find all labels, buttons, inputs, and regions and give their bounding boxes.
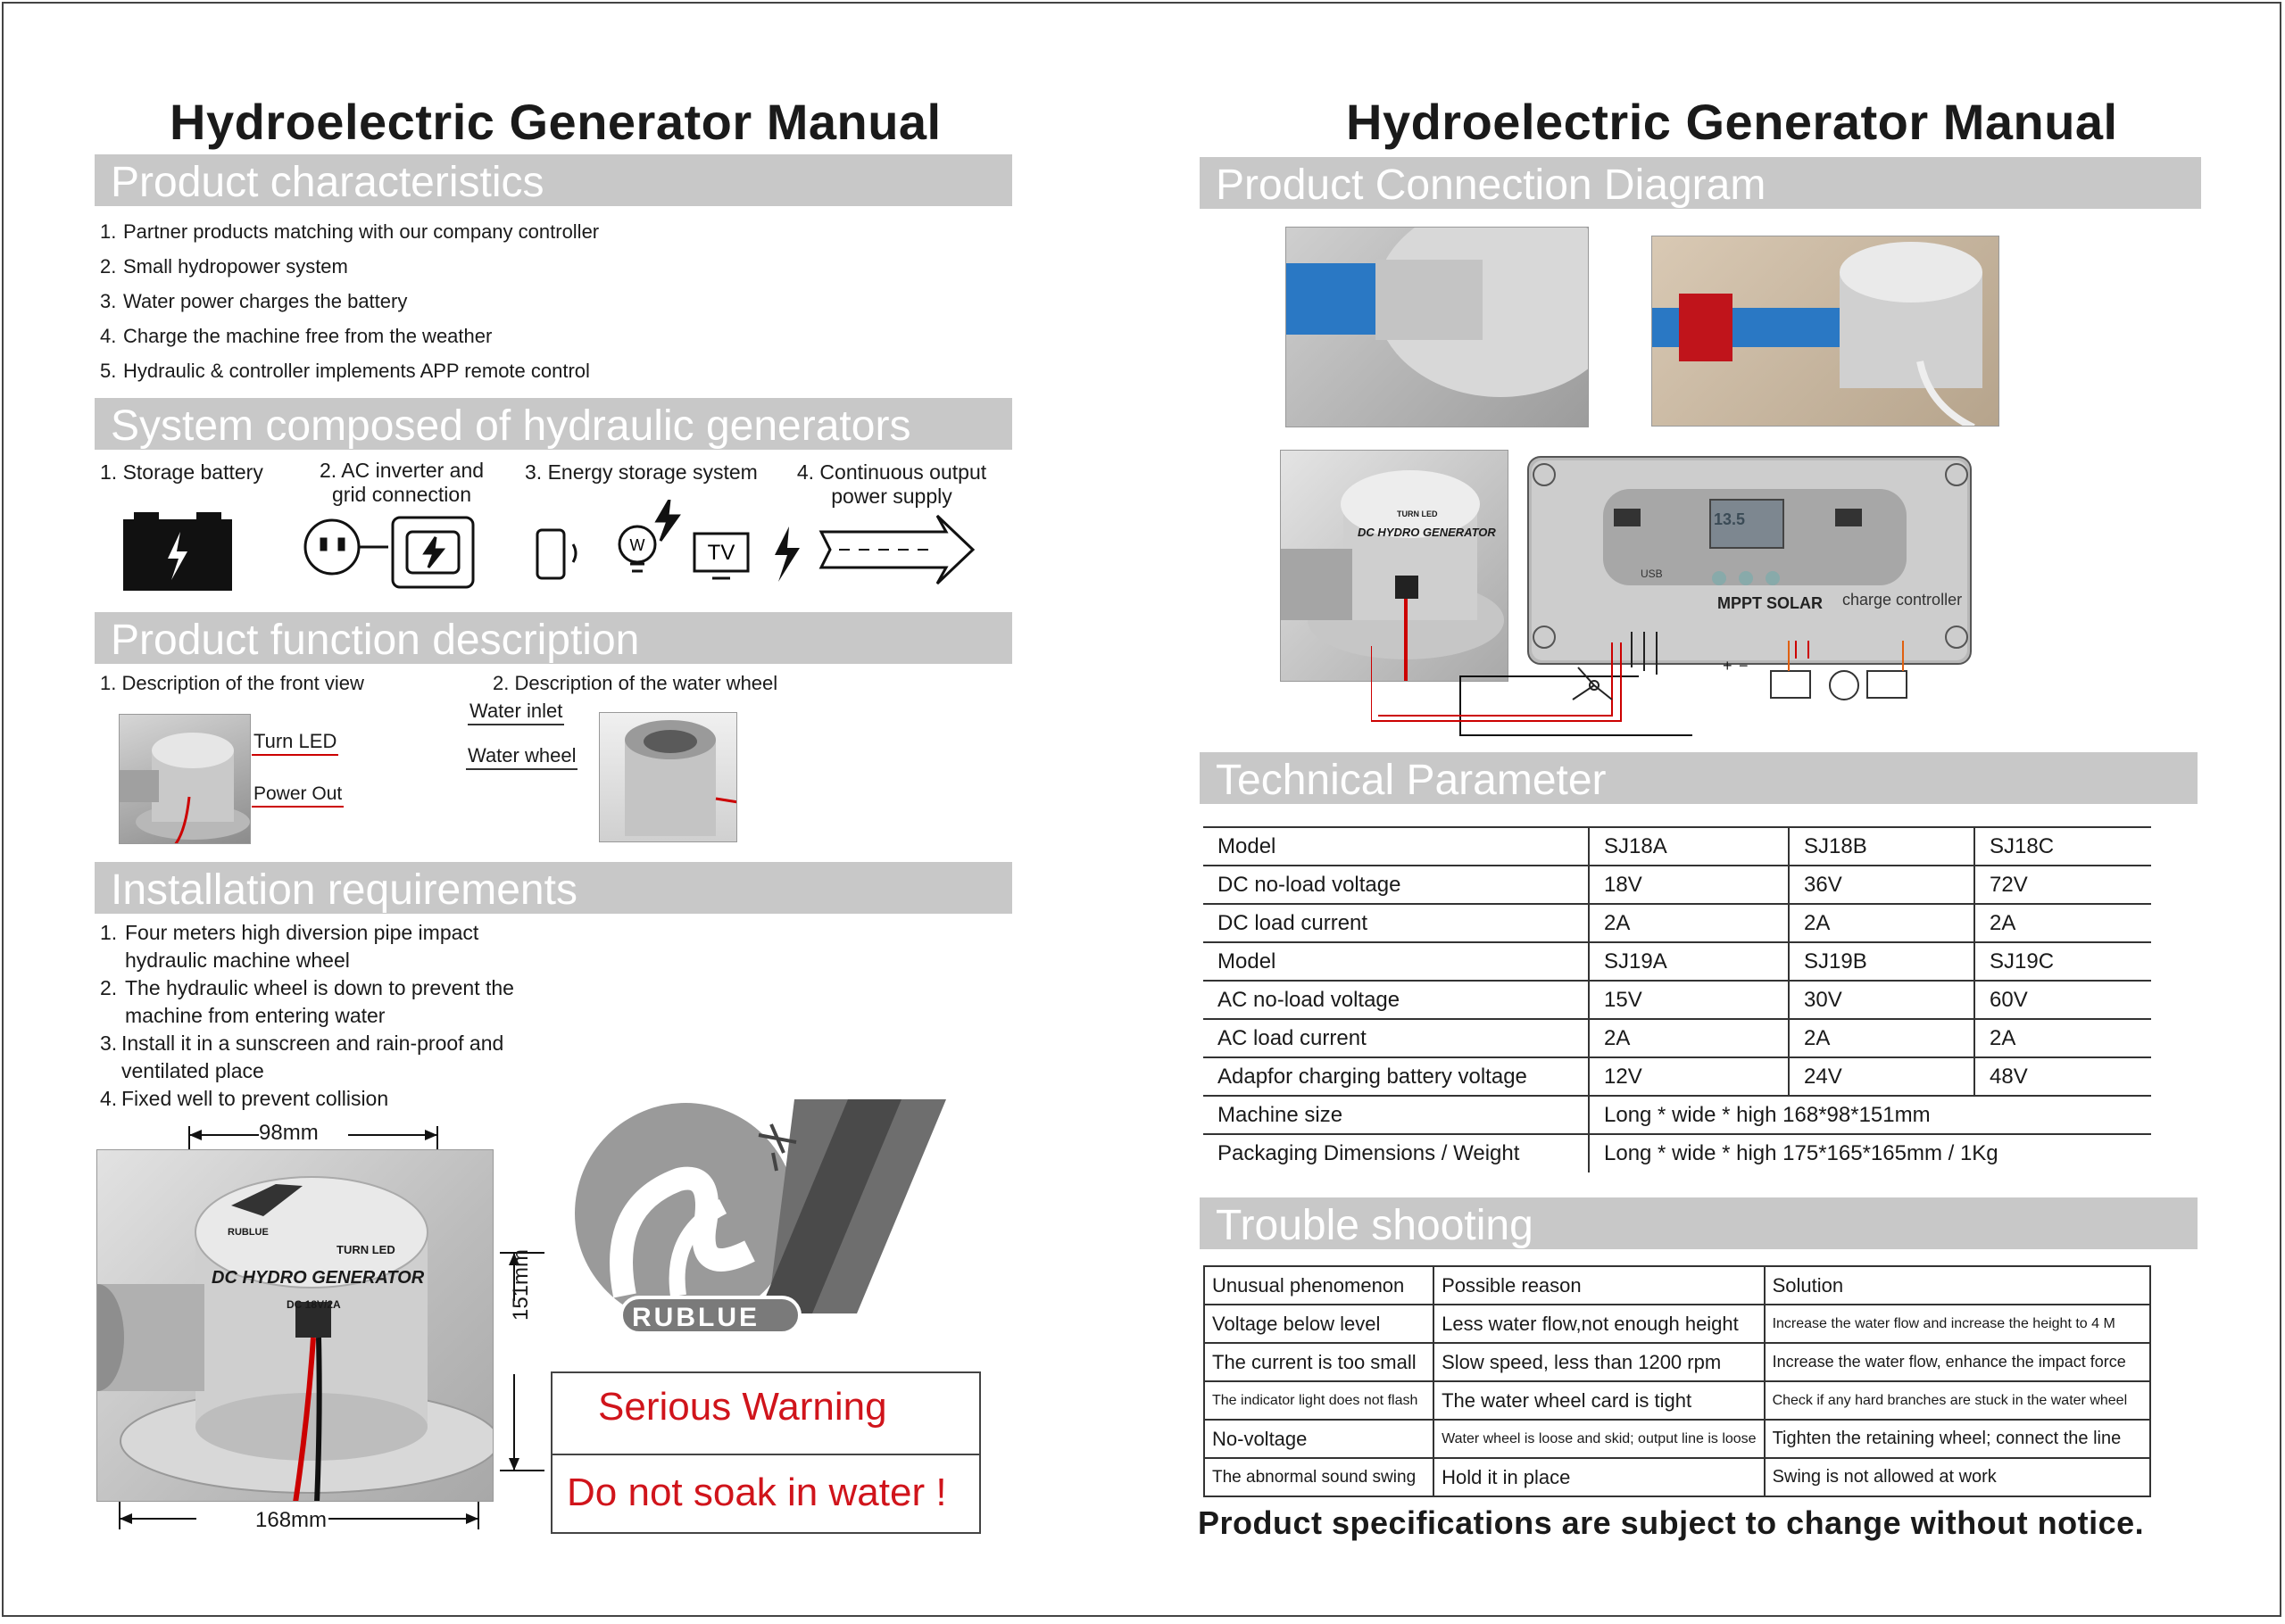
plus-label: + bbox=[1723, 657, 1732, 675]
list-item: 4. Fixed well to prevent collision bbox=[100, 1087, 389, 1110]
tv-label: TV bbox=[707, 541, 735, 565]
rublue-logo bbox=[571, 1099, 955, 1349]
table-row: AC load current 2A 2A 2A bbox=[1203, 1019, 2151, 1057]
system-icons bbox=[116, 500, 1009, 598]
turn-led-callout: Turn LED bbox=[252, 730, 338, 756]
characteristics-list bbox=[100, 214, 599, 388]
list-item: 3. Install it in a sunscreen and rain-proof and bbox=[100, 1032, 504, 1055]
table-row: The current is too small Slow speed, less than 1200 rpm Increase the water flow, enhance the impact force bbox=[1204, 1343, 2150, 1381]
generator-rating-label: DC 18V/2A bbox=[287, 1298, 341, 1311]
controller-lcd: 13.5 bbox=[1714, 510, 1746, 528]
table-row: The indicator light does not flash The water wheel card is tight Check if any hard branches are stuck in the water wheel bbox=[1204, 1381, 2150, 1420]
connection-band bbox=[1200, 157, 2201, 209]
table-row: AC no-load voltage 15V 30V 60V bbox=[1203, 981, 2151, 1019]
table-row: The abnormal sound swing Hold it in place Swing is not allowed at work bbox=[1204, 1458, 2150, 1496]
generator-photo bbox=[96, 1149, 494, 1502]
minus-label: − bbox=[1739, 657, 1749, 675]
front-view-photo bbox=[119, 714, 251, 844]
table-header-row: Unusual phenomenon Possible reason Solution bbox=[1204, 1266, 2150, 1305]
battery-icon bbox=[123, 512, 232, 591]
list-item: 4. Charge the machine free from the weather bbox=[100, 325, 493, 347]
width-bottom-dimension: 168mm bbox=[255, 1508, 328, 1532]
trouble-table bbox=[1203, 1265, 2151, 1497]
step-storage-battery: 1. Storage battery bbox=[100, 460, 263, 484]
front-turn-led-label: TURN LED bbox=[1397, 510, 1438, 518]
list-item-continuation: ventilated place bbox=[121, 1059, 264, 1082]
list-item-continuation: hydraulic machine wheel bbox=[125, 949, 350, 972]
trouble-band bbox=[1200, 1197, 2198, 1249]
output-arrow-icon bbox=[775, 516, 973, 584]
water-wheel-callout: Water wheel bbox=[466, 744, 577, 770]
installation-list bbox=[100, 919, 514, 1113]
list-item: 5. Hydraulic & controller implements APP remote control bbox=[100, 360, 590, 382]
step-energy-storage: 3. Energy storage system bbox=[525, 460, 758, 484]
pipe-connection-photo bbox=[1285, 227, 1589, 427]
generator-name-label: DC HYDRO GENERATOR bbox=[212, 1268, 425, 1288]
list-item-continuation: machine from entering water bbox=[125, 1004, 386, 1027]
front-view-caption: 1. Description of the front view bbox=[100, 672, 364, 694]
system-heading: System composed of hydraulic generators bbox=[111, 402, 911, 450]
step-continuous-output: 4. Continuous output power supply bbox=[796, 460, 987, 508]
installation-heading: Installation requirements bbox=[111, 866, 577, 914]
technical-table bbox=[1203, 826, 2151, 1172]
table-row: Machine size Long * wide * high 168*98*151mm bbox=[1203, 1096, 2151, 1134]
trouble-heading: Trouble shooting bbox=[1216, 1202, 1533, 1249]
generator-turn-led-label: TURN LED bbox=[337, 1243, 395, 1256]
generator-logo-small: RUBLUE bbox=[228, 1227, 269, 1238]
table-row: Model SJ19A SJ19B SJ19C bbox=[1203, 942, 2151, 981]
list-item: 2. Small hydropower system bbox=[100, 255, 348, 278]
table-row: DC no-load voltage 18V 36V 72V bbox=[1203, 866, 2151, 904]
technical-heading: Technical Parameter bbox=[1216, 757, 1607, 804]
product-characteristics-heading: Product characteristics bbox=[111, 159, 544, 206]
warning-text: Do not soak in water ! bbox=[567, 1471, 947, 1514]
height-dimension: 151mm bbox=[509, 1248, 533, 1321]
footer-disclaimer: Product specifications are subject to change without notice. bbox=[1198, 1504, 2145, 1541]
list-item: 1. Partner products matching with our company controller bbox=[100, 220, 600, 243]
right-page-title: Hydroelectric Generator Manual bbox=[1346, 94, 2118, 150]
table-row: Model SJ18A SJ18B SJ18C bbox=[1203, 827, 2151, 866]
warning-title: Serious Warning bbox=[598, 1385, 887, 1429]
controller-usb-label: USB bbox=[1641, 568, 1663, 580]
plug-inverter-icon bbox=[305, 518, 473, 587]
table-row: Adapfor charging battery voltage 12V 24V 48V bbox=[1203, 1057, 2151, 1096]
water-wheel-photo bbox=[599, 712, 737, 842]
table-row: No-voltage Water wheel is loose and skid; output line is loose Tighten the retaining wheel; connect the line bbox=[1204, 1420, 2150, 1458]
step-ac-inverter: 2. AC inverter and grid connection bbox=[319, 459, 485, 506]
connection-heading: Product Connection Diagram bbox=[1216, 162, 1766, 209]
water-wheel-caption: 2. Description of the water wheel bbox=[493, 672, 778, 694]
product-characteristics-band bbox=[95, 154, 1012, 206]
water-inlet-callout: Water inlet bbox=[468, 700, 564, 725]
installation-band bbox=[95, 862, 1012, 914]
power-out-callout: Power Out bbox=[252, 783, 344, 808]
installed-generator-photo bbox=[1651, 236, 1999, 427]
left-page-title: Hydroelectric Generator Manual bbox=[170, 94, 942, 150]
system-band bbox=[95, 398, 1012, 450]
table-row: DC load current 2A 2A 2A bbox=[1203, 904, 2151, 942]
controller-model-text: MPPT SOLAR bbox=[1717, 594, 1824, 612]
function-band bbox=[95, 612, 1012, 664]
width-top-dimension: 98mm bbox=[259, 1121, 319, 1145]
list-item: 3. Water power charges the battery bbox=[100, 290, 408, 312]
front-generator-label: DC HYDRO GENERATOR bbox=[1358, 526, 1496, 539]
technical-band bbox=[1200, 752, 2198, 804]
function-heading: Product function description bbox=[111, 617, 640, 664]
list-item: 2. The hydraulic wheel is down to prevent the bbox=[100, 976, 514, 999]
bulb-w-icon: W bbox=[629, 536, 645, 554]
list-item: 1. Four meters high diversion pipe impact bbox=[100, 921, 479, 944]
controller-brand-text: charge controller bbox=[1842, 591, 1963, 609]
wind-turbine-icon bbox=[1573, 667, 1612, 700]
rublue-logo-text: RUBLUE bbox=[632, 1303, 760, 1332]
table-row: Packaging Dimensions / Weight Long * wide * high 175*165*165mm / 1Kg bbox=[1203, 1134, 2151, 1172]
table-row: Voltage below level Less water flow,not enough height Increase the water flow and increase the height to 4 M bbox=[1204, 1305, 2150, 1343]
